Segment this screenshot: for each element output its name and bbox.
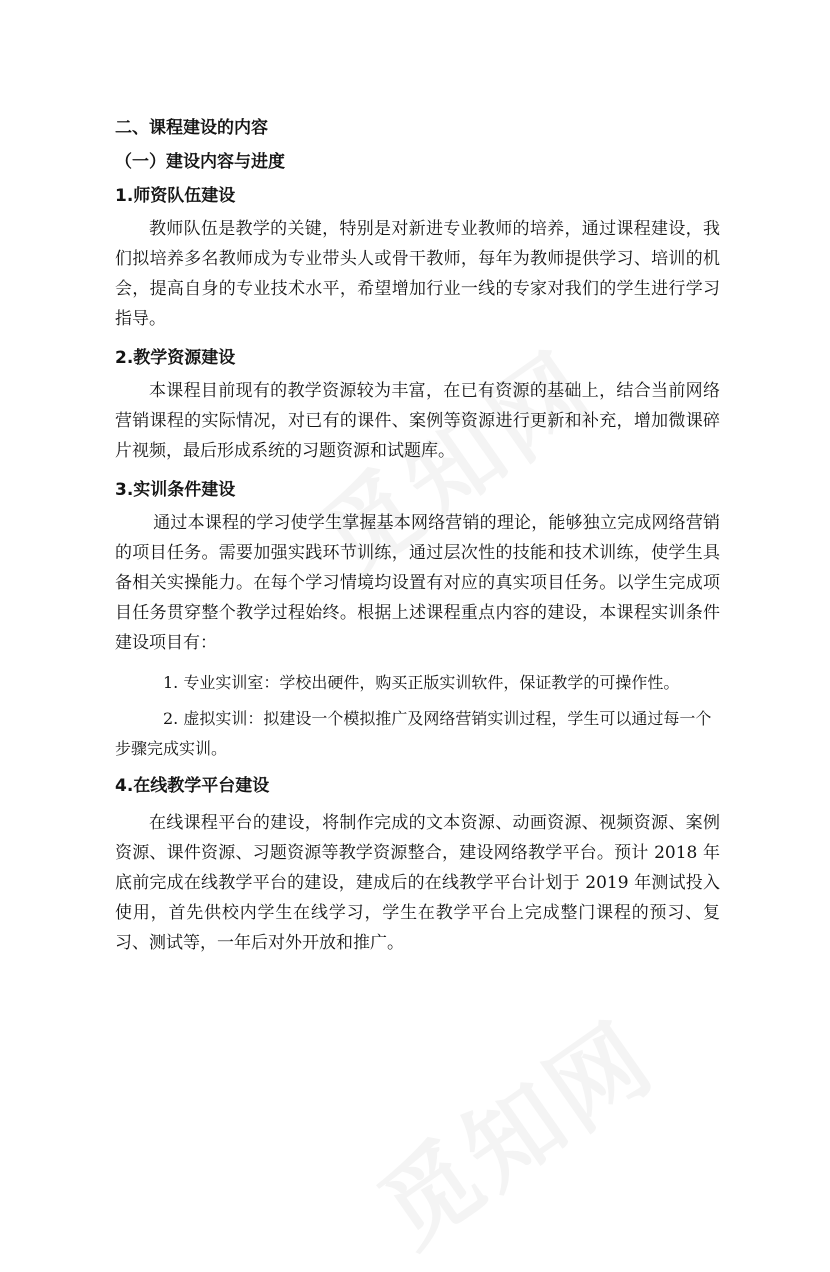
section-title: 二、课程建设的内容 (115, 118, 268, 138)
item-paragraph-resources: 本课程目前现有的教学资源较为丰富，在已有资源的基础上，结合当前网络营销课程的实际情况，对已有的课件、案例等资源进行更新和补充，增加微课碎片视频，最后形成系统的习题资源和试题库。 (115, 381, 720, 461)
watermark (348, 985, 677, 1272)
item-heading-faculty: 1.师资队伍建设 (115, 186, 236, 206)
list-item-lab: 1. 专业实训室：学校出硬件，购买正版实训软件，保证教学的可操作性。 (163, 673, 680, 692)
item-heading-training: 3.实训条件建设 (115, 480, 236, 500)
item-paragraph-faculty: 教师队伍是教学的关键，特别是对新进专业教师的培养，通过课程建设，我们拟培养多名教师成为专业带头人或骨干教师，每年为教师提供学习、培训的机会，提高自身的专业技术水平，希望增加行业一线的专家对我们的学生进行学习指导。 (115, 219, 720, 329)
list-item-virtual: 2. 虚拟实训：拟建设一个模拟推广及网络营销实训过程，学生可以通过每一个步骤完成实训。 (115, 709, 712, 758)
document-body (115, 118, 720, 958)
item-paragraph-online-platform: 在线课程平台的建设，将制作完成的文本资源、动画资源、视频资源、案例资源、课件资源、习题资源等教学资源整合，建设网络教学平台。预计 2018 年底前完成在线教学平台的建设，建成后的在线教学平台计划于 2019 年测试投入使用，首先供校内学生在线学习，学生在教学平台上完成整门课程的预习、复习、测试等，一年后对外开放和推广。 (115, 813, 720, 953)
item-paragraph-training: 通过本课程的学习使学生掌握基本网络营销的理论，能够独立完成网络营销的项目任务。需要加强实践环节训练，通过层次性的技能和技术训练，使学生具备相关实操能力。在每个学习情境均设置有对应的真实项目任务。以学生完成项目任务贯穿整个教学过程始终。根据上述课程重点内容的建设，本课程实训条件建设项目有： (115, 513, 720, 653)
section-subtitle: （一）建设内容与进度 (115, 152, 285, 172)
item-heading-online-platform: 4.在线教学平台建设 (115, 776, 270, 796)
item-heading-resources: 2.教学资源建设 (115, 348, 236, 368)
